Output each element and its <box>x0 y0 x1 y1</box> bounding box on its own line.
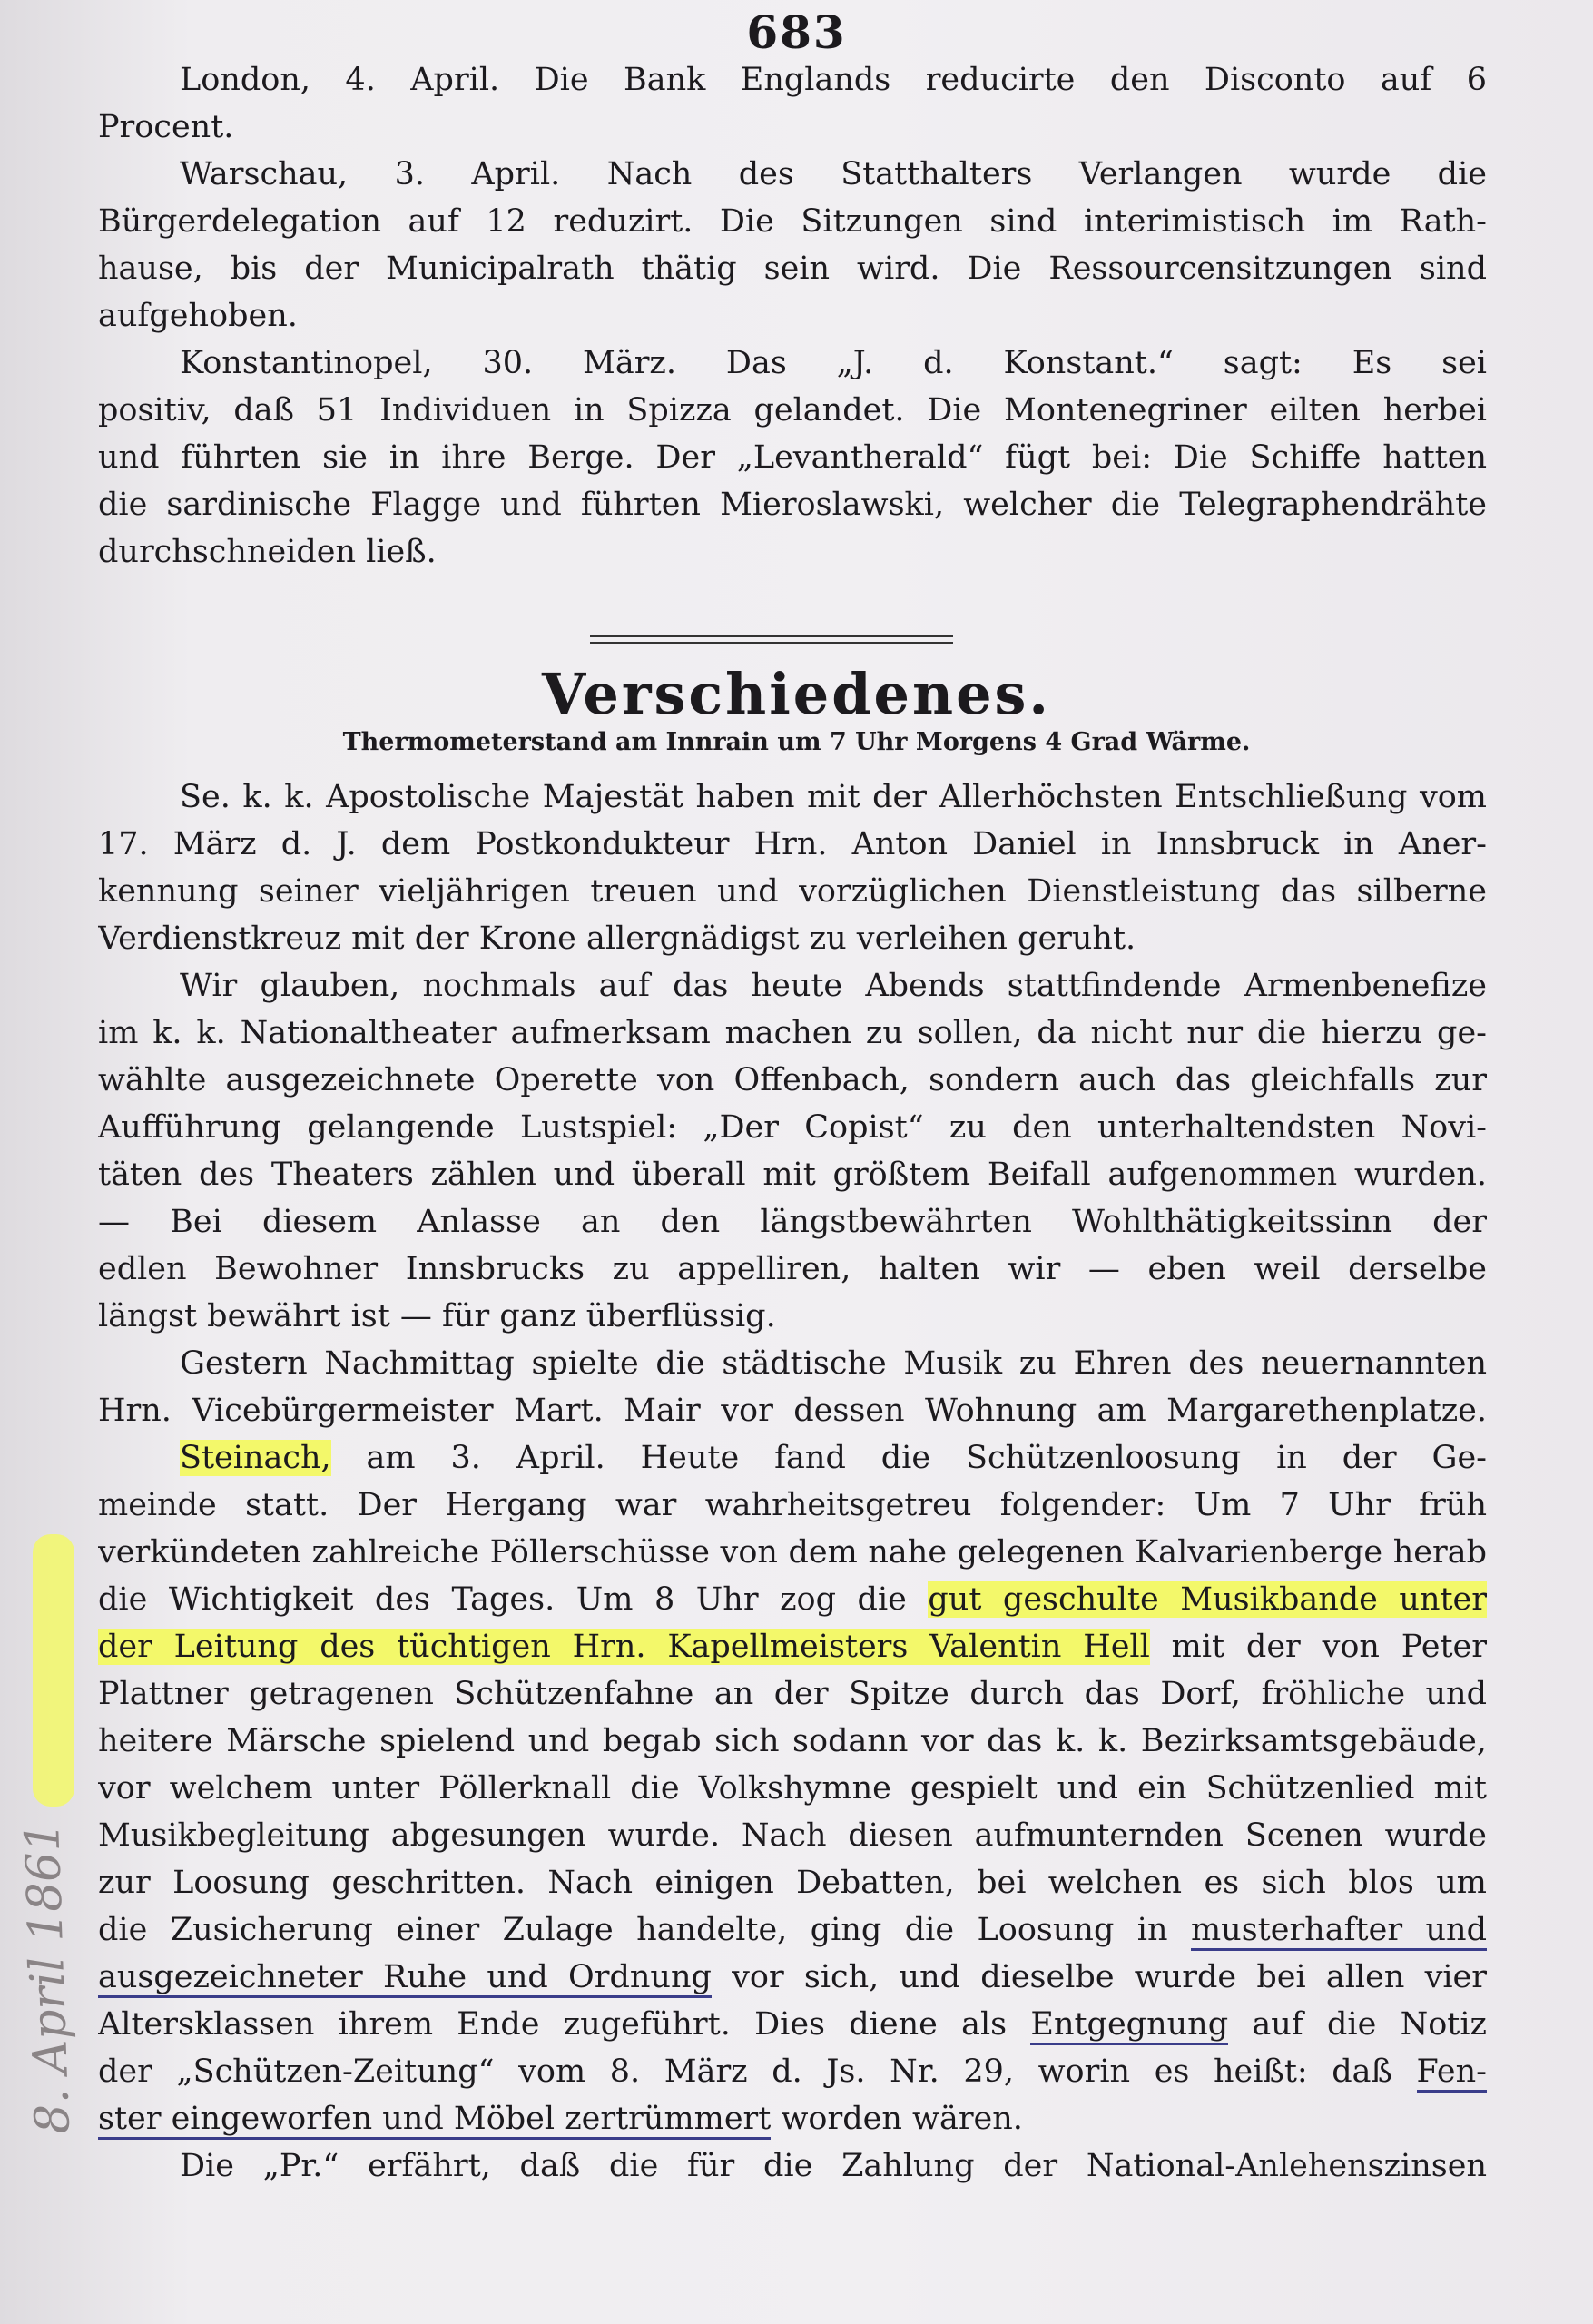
steinach-place: Steinach, <box>180 1440 331 1476</box>
steinach-line: ster eingeworfen und Möbel zertrümmert worden wären. <box>98 2095 1487 2142</box>
misc-line: längst bewährt ist — für ganz überflüssig. <box>98 1298 776 1334</box>
misc-line: Wir glauben, nochmals auf das heute Abends stattfindende Armenbenefize <box>180 968 1487 1004</box>
underlined-text: Entgegnung <box>1030 2006 1228 2045</box>
news-line: hause, bis der Municipalrath thätig sein wird. Die Ressourcensitzungen sind <box>98 251 1487 287</box>
highlighted-text: gut geschulte Musikbande unter <box>928 1581 1487 1618</box>
misc-line: 17. März d. J. dem Postkondukteur Hrn. Anton Daniel in Innsbruck in Aner- <box>98 826 1487 862</box>
news-line: und führten sie in ihre Berge. Der „Levantherald“ fügt bei: Die Schiffe hatten <box>98 439 1487 476</box>
underlined-text: Fen- <box>1417 2053 1487 2093</box>
misc-line: Hrn. Vicebürgermeister Mart. Mair vor dessen Wohnung am Margarethenplatze. <box>98 1393 1487 1429</box>
news-line: positiv, daß 51 Individuen in Spizza gelandet. Die Montenegriner eilten herbei <box>98 392 1487 428</box>
margin-highlight <box>33 1534 74 1807</box>
misc-line: Se. k. k. Apostolische Majestät haben mit der Allerhöchsten Entschließung vom <box>180 779 1487 815</box>
misc-line: täten des Theaters zählen und überall mit größtem Beifall aufgenommen wurden. <box>98 1157 1487 1193</box>
steinach-line: der „Schützen-Zeitung“ vom 8. März d. Js. Nr. 29, worin es heißt: daß Fen- <box>98 2048 1487 2095</box>
underlined-text: ausgezeichneter Ruhe und Ordnung <box>98 1959 712 1998</box>
misc-line: im k. k. Nationaltheater aufmerksam machen zu sollen, da nicht nur die hierzu ge- <box>98 1015 1487 1051</box>
steinach-line: die Zusicherung einer Zulage handelte, ging die Loosung in musterhafter und <box>98 1906 1487 1954</box>
section-heading: Verschiedenes. <box>541 661 1052 727</box>
highlighted-text: der Leitung des tüchtigen Hrn. Kapellmeisters Valentin Hell <box>98 1629 1150 1665</box>
steinach-line: Die „Pr.“ erfährt, daß die für die Zahlung der National-Anlehenszinsen <box>180 2148 1487 2184</box>
steinach-line: Plattner getragenen Schützenfahne an der Spitze durch das Dorf, fröhliche und <box>98 1676 1487 1712</box>
steinach-line: die Wichtigkeit des Tages. Um 8 Uhr zog die gut geschulte Musikbande unter <box>98 1581 1487 1618</box>
misc-line: Verdienstkreuz mit der Krone allergnädigst zu verleihen geruht. <box>98 921 1136 957</box>
steinach-line: heitere Märsche spielend und begab sich sodann vor das k. k. Bezirksamtsgebäude, <box>98 1723 1487 1759</box>
news-section <box>98 56 1487 576</box>
page-number: 683 <box>746 5 847 59</box>
news-line: Konstantinopel, 30. März. Das „J. d. Konstant.“ sagt: Es sei <box>180 345 1487 381</box>
steinach-line: verkündeten zahlreiche Pöllerschüsse von dem nahe gelegenen Kalvarienberge herab <box>98 1534 1487 1571</box>
steinach-line: Steinach, am 3. April. Heute fand die Schützenloosung in der Ge- <box>180 1440 1487 1476</box>
misc-line: kennung seiner vieljährigen treuen und vorzüglichen Dienstleistung das silberne <box>98 873 1487 910</box>
margin-note-text: 8. April 1861 <box>15 1820 81 2135</box>
steinach-line: der Leitung des tüchtigen Hrn. Kapellmeisters Valentin Hell mit der von Peter <box>98 1629 1487 1665</box>
thermometer-note: Thermometerstand am Innrain um 7 Uhr Morgens 4 Grad Wärme. <box>342 728 1251 756</box>
steinach-line: ausgezeichneter Ruhe und Ordnung vor sich, und dieselbe wurde bei allen vier <box>98 1954 1487 2001</box>
news-line: durchschneiden ließ. <box>98 534 437 570</box>
steinach-line: vor welchem unter Pöllerknall die Volkshymne gespielt und ein Schützenlied mit <box>98 1770 1487 1807</box>
news-line: Warschau, 3. April. Nach des Statthalters Verlangen wurde die <box>180 156 1487 192</box>
news-line: aufgehoben. <box>98 298 298 334</box>
steinach-line: zur Loosung geschritten. Nach einigen Debatten, bei welchen es sich blos um <box>98 1865 1487 1901</box>
misc-line: Aufführung gelangende Lustspiel: „Der Copist“ zu den unterhaltendsten Novi- <box>98 1109 1487 1146</box>
steinach-line: meinde statt. Der Hergang war wahrheitsgetreu folgender: Um 7 Uhr früh <box>98 1487 1487 1523</box>
steinach-line: Musikbegleitung abgesungen wurde. Nach diesen aufmunternden Scenen wurde <box>98 1817 1487 1854</box>
news-line: Bürgerdelegation auf 12 reduzirt. Die Sitzungen sind interimistisch im Rath- <box>98 203 1487 240</box>
underlined-text: ster eingeworfen und Möbel zertrümmert <box>98 2101 771 2140</box>
misc-line: — Bei diesem Anlasse an den längstbewährten Wohlthätigkeitssinn der <box>98 1204 1487 1240</box>
misc-line: edlen Bewohner Innsbrucks zu appelliren, halten wir — eben weil derselbe <box>98 1251 1487 1287</box>
misc-line: wählte ausgezeichnete Operette von Offenbach, sondern auch das gleichfalls zur <box>98 1062 1487 1098</box>
news-line: die sardinische Flagge und führten Mieroslawski, welcher die Telegraphendrähte <box>98 487 1487 523</box>
steinach-line: Altersklassen ihrem Ende zugeführt. Dies diene als Entgegnung auf die Notiz <box>98 2001 1487 2048</box>
misc-section <box>98 773 1487 2190</box>
news-line: London, 4. April. Die Bank Englands reducirte den Disconto auf 6 <box>180 62 1487 98</box>
section-divider <box>590 635 953 644</box>
margin-note <box>5 1534 105 2152</box>
news-line: Procent. <box>98 109 234 145</box>
misc-line: Gestern Nachmittag spielte die städtische Musik zu Ehren des neuernannten <box>180 1345 1487 1382</box>
underlined-text: musterhafter und <box>1191 1912 1487 1951</box>
